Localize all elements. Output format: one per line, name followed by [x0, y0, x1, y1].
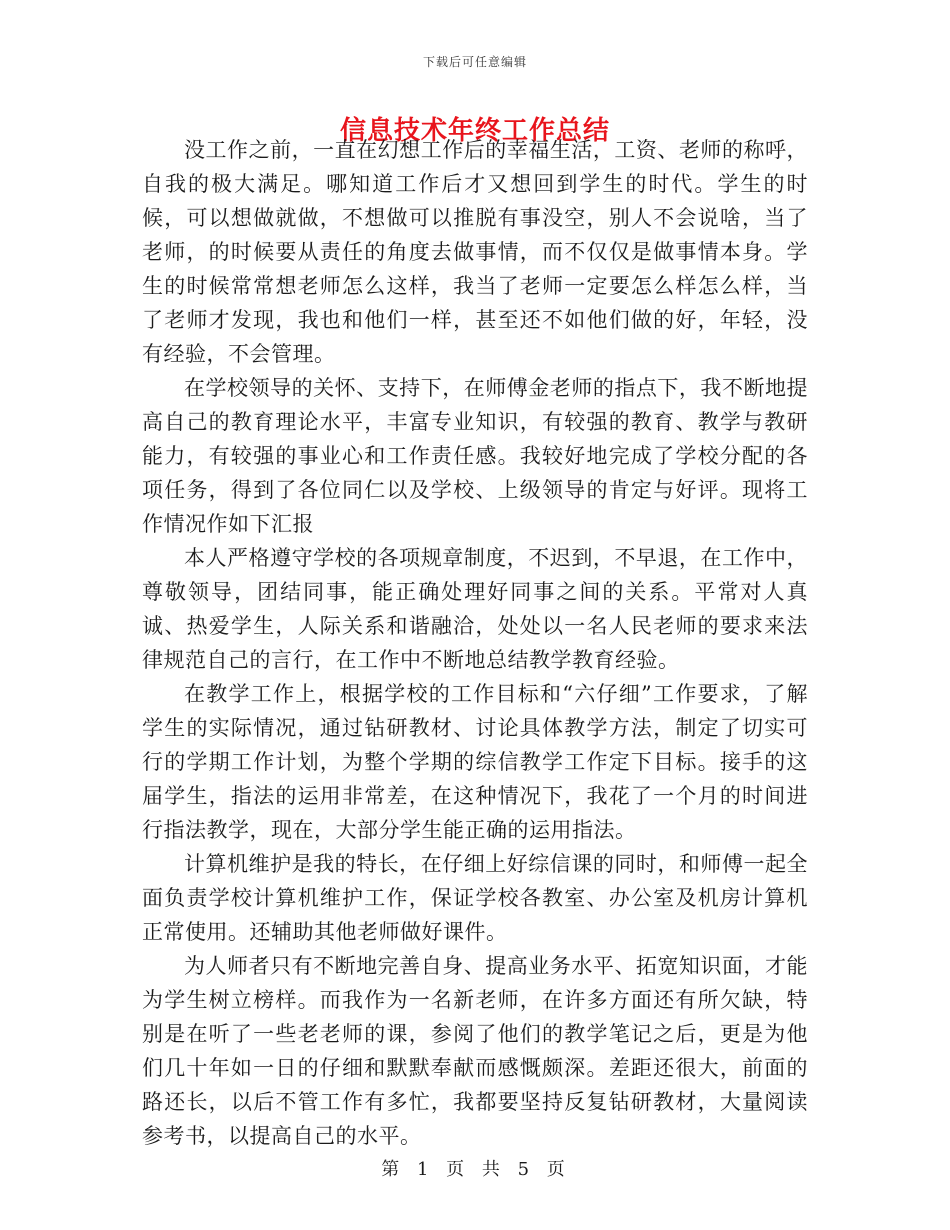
footer-total-pages: 5 [517, 1159, 534, 1180]
document-body [142, 133, 808, 1153]
header-note: 下载后可任意编辑 [422, 55, 527, 69]
footer-mid1: 页 [446, 1159, 469, 1180]
paragraph-3: 本人严格遵守学校的各项规章制度，不迟到，不早退，在工作中，尊敬领导，团结同事，能正确处理好同事之间的关系。平常对人真诚、热爱学生，人际关系和谐融洽，处处以一名人民老师的要求来法律规范自己的言行，在工作中不断地总结教学教育经验。 [142, 546, 808, 672]
footer-page-number: 1 [416, 1159, 433, 1180]
paragraph-4: 在教学工作上，根据学校的工作目标和“六仔细”工作要求，了解学生的实际情况，通过钻研教材、讨论具体教学方法，制定了切实可行的学期工作计划，为整个学期的综信教学工作定下目标。接手的这届学生，指法的运用非常差，在这种情况下，我花了一个月的时间进行指法教学，现在，大部分学生能正确的运用指法。 [142, 682, 808, 842]
footer-mid2: 共 [481, 1159, 504, 1180]
paragraph-2: 在学校领导的关怀、支持下，在师傅金老师的指点下，我不断地提高自己的教育理论水平，丰富专业知识，有较强的教育、教学与教研能力，有较强的事业心和工作责任感。我较好地完成了学校分配的各项任务，得到了各位同仁以及学校、上级领导的肯定与好评。现将工作情况作如下汇报 [142, 376, 808, 536]
document-title: 信息技术年终工作总结 [339, 116, 610, 146]
paragraph-5: 计算机维护是我的特长，在仔细上好综信课的同时，和师傅一起全面负责学校计算机维护工作，保证学校各教室、办公室及机房计算机正常使用。还辅助其他老师做好课件。 [142, 852, 808, 944]
page-footer [0, 1155, 950, 1181]
paragraph-6: 为人师者只有不断地完善自身、提高业务水平、拓宽知识面，才能为学生树立榜样。而我作为一名新老师，在许多方面还有所欠缺，特别是在听了一些老老师的课，参阅了他们的教学笔记之后，更是为他们几十年如一日的仔细和默默奉献而感慨颇深。差距还很大，前面的路还长，以后不管工作有多忙，我都要坚持反复钻研教材，大量阅读参考书，以提高自己的水平。 [142, 954, 808, 1148]
footer-suffix: 页 [546, 1159, 569, 1180]
footer-prefix: 第 [381, 1159, 404, 1180]
paragraph-1: 没工作之前，一直在幻想工作后的幸福生活，工资、老师的称呼，自我的极大满足。哪知道工作后才又想回到学生的时代。学生的时候，可以想做就做，不想做可以推脱有事没空，别人不会说啥，当了老师，的时候要从责任的角度去做事情，而不仅仅是做事情本身。学生的时候常常想老师怎么这样，我当了老师一定要怎么样怎么样，当了老师才发现，我也和他们一样，甚至还不如他们做的好，年轻，没有经验，不会管理。 [142, 138, 808, 366]
